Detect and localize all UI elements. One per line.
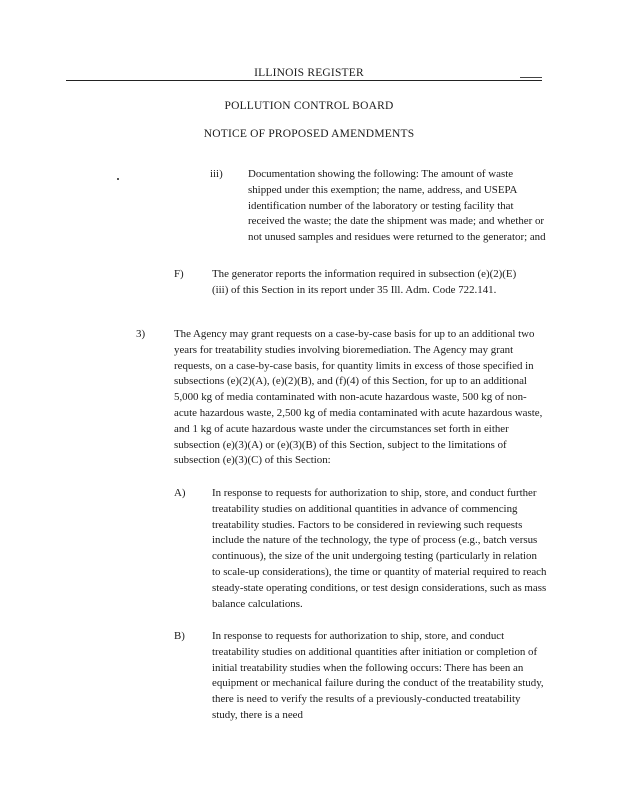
notice-title: NOTICE OF PROPOSED AMENDMENTS [203,128,415,140]
register-title: ILLINOIS REGISTER [254,67,364,79]
item-text-B: In response to requests for authorization to ship, store, and conduct treatability studies on additional quantities after initiation or completion of initial treatability studies when the following occurs: There has been an equipment or mechanical failure during the conduct of the treatability study, there is need to verify the results of a previously-conducted treatability study, there is a need [212,630,544,721]
item-text-F: The generator reports the information required in subsection (e)(2)(E)(iii) of this Section in its report under 35 Ill. Adm. Code 722.141. [212,268,517,296]
header-rule [66,80,542,81]
scan-speck [117,178,119,180]
header-rule-mark [520,77,542,78]
item-label-iii: iii) [210,168,223,180]
item-label-F: F) [174,268,184,280]
item-label-A: A) [174,487,186,499]
item-text-3: The Agency may grant requests on a case-by-case basis for up to an additional two years for treatability studies involving bioremediation. The Agency may grant requests, on a case-by-case basis, for quantity limits in excess of those specified in subsections (e)(2)(A), (e)(2)(B), and (f)(4) of this Section, for up to an additional 5,000 kg of media contaminated with non-acute hazardous waste, 500 kg of non-acute hazardous waste, 2,500 kg of media contaminated with acute hazardous waste, and 1 kg of acute hazardous waste under the circumstances set forth in either subsection (e)(3)(A) or (e)(3)(B) of this Section, subject to the limitations of subsection (e)(3)(C) of this Section: [174,328,543,467]
item-text-A: In response to requests for authorization to ship, store, and conduct further treatability studies on additional quantities in advance of commencing treatability studies. Factors to be considered in reviewing such requests include the nature of the technology, the type of process (e.g., batch versus continuous), the size of the unit undergoing testing (particularly in relation to scale-up considerations), the time or quantity of material required to reach steady-state operating conditions, or test design considerations, such as mass balance calculations. [212,487,547,610]
board-title: POLLUTION CONTROL BOARD [224,100,394,112]
item-label-3: 3) [136,328,146,340]
item-text-iii: Documentation showing the following: The amount of waste shipped under this exemption; the name, address, and USEPA identification number of the laboratory or testing facility that received the waste; the date the shipment was made; and whether or not unused samples and residues were returned to the generator; and [248,168,546,244]
item-label-B: B) [174,630,185,642]
